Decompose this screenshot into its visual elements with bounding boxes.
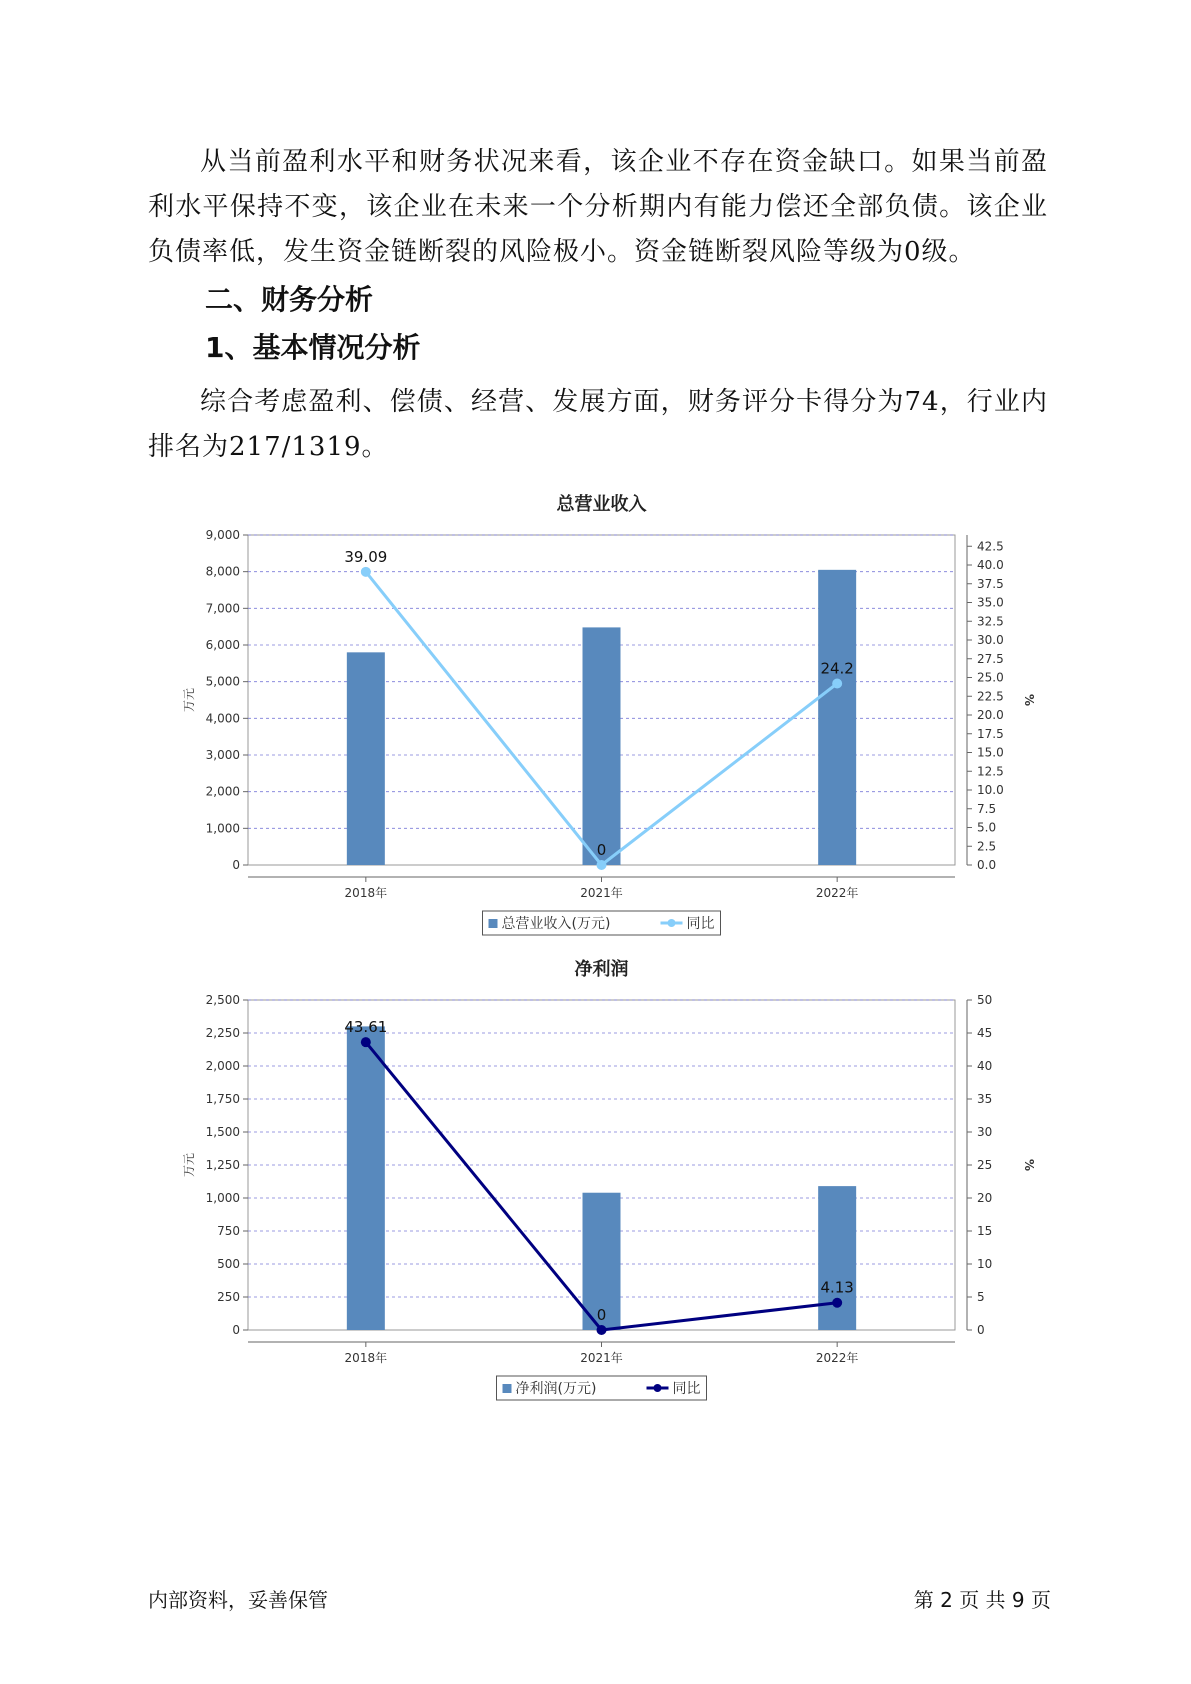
y2-tick-label: 25.0 — [977, 670, 1004, 685]
y-tick-label: 6,000 — [205, 638, 240, 652]
yoy-point — [597, 1325, 607, 1335]
y2-tick-label: 12.5 — [977, 764, 1004, 779]
y2-tick-label: 20 — [977, 1191, 993, 1205]
y-tick-label: 750 — [217, 1224, 240, 1238]
y-tick-label: 2,500 — [205, 993, 240, 1007]
chart-title: 总营业收入 — [556, 494, 647, 515]
y2-tick-label: 5 — [977, 1290, 985, 1304]
y2-tick-label: 10.0 — [977, 783, 1004, 797]
y-tick-label: 1,750 — [205, 1092, 240, 1106]
y2-tick-label: 22.5 — [977, 689, 1004, 704]
y2-tick-label: 42.5 — [977, 539, 1004, 554]
y2-axis-label: % — [1022, 1158, 1036, 1172]
y-tick-label: 500 — [217, 1257, 240, 1271]
y2-tick-label: 0 — [977, 1323, 985, 1337]
yoy-point — [597, 860, 607, 870]
y-tick-label: 0 — [232, 1323, 240, 1337]
y2-tick-label: 30.0 — [977, 633, 1004, 647]
y2-tick-label: 2.5 — [977, 839, 997, 854]
section-heading-financial-analysis: 二、财务分析 — [205, 283, 374, 316]
yoy-data-label: 0 — [596, 841, 607, 859]
yoy-data-label: 0 — [596, 1306, 607, 1324]
y2-tick-label: 45 — [977, 1026, 993, 1040]
y2-axis-label: % — [1022, 693, 1036, 707]
y2-tick-label: 17.5 — [977, 726, 1004, 741]
y-tick-label: 5,000 — [205, 674, 240, 689]
y-tick-label: 2,000 — [205, 1059, 240, 1073]
legend-line-label: 同比 — [672, 1381, 701, 1397]
y2-tick-label: 30 — [977, 1125, 993, 1139]
bar-2022年 — [818, 570, 856, 865]
y-tick-label: 8,000 — [205, 564, 240, 579]
bar-2018年 — [347, 652, 385, 865]
y2-tick-label: 20.0 — [977, 708, 1004, 722]
legend-bar-swatch — [489, 919, 498, 928]
legend-line-marker — [654, 1384, 662, 1392]
yoy-data-label: 39.09 — [344, 547, 388, 566]
legend-bar-swatch — [503, 1384, 512, 1393]
net-profit-chart — [0, 945, 1191, 1397]
y-tick-label: 0 — [232, 858, 240, 872]
yoy-point — [361, 567, 371, 577]
yoy-data-label: 24.2 — [820, 659, 854, 678]
y-tick-label: 9,000 — [205, 528, 240, 542]
x-tick-label: 2021年 — [580, 886, 623, 900]
y-tick-label: 7,000 — [205, 601, 240, 616]
y-tick-label: 4,000 — [205, 711, 240, 726]
y2-tick-label: 15 — [977, 1224, 993, 1238]
y2-tick-label: 7.5 — [977, 801, 997, 816]
bar-2022年 — [818, 1186, 856, 1330]
yoy-point — [832, 1298, 842, 1308]
y2-tick-label: 0.0 — [977, 858, 997, 872]
legend-bar-label: 总营业收入(万元) — [501, 916, 611, 932]
legend-bar-label: 净利润(万元) — [515, 1381, 597, 1397]
y-tick-label: 1,000 — [205, 821, 240, 836]
y2-tick-label: 25 — [977, 1158, 993, 1172]
chart-title: 净利润 — [574, 959, 629, 980]
subsection-heading-basic-analysis: 1、基本情况分析 — [205, 331, 421, 364]
y2-tick-label: 37.5 — [977, 576, 1004, 591]
yoy-point — [361, 1037, 371, 1047]
legend-line-label: 同比 — [686, 916, 715, 932]
y2-tick-label: 50 — [977, 993, 993, 1007]
y-tick-label: 1,250 — [205, 1158, 240, 1172]
yoy-point — [832, 679, 842, 689]
y2-tick-label: 15.0 — [977, 745, 1004, 760]
y2-tick-label: 35.0 — [977, 595, 1004, 610]
y2-tick-label: 35 — [977, 1092, 993, 1106]
y2-tick-label: 10 — [977, 1257, 993, 1271]
y-axis-label: 万元 — [182, 1152, 196, 1178]
x-tick-label: 2022年 — [815, 886, 859, 900]
y-tick-label: 250 — [217, 1290, 240, 1304]
x-tick-label: 2018年 — [344, 886, 388, 900]
y2-tick-label: 27.5 — [977, 651, 1004, 666]
y2-tick-label: 40 — [977, 1059, 993, 1073]
y-tick-label: 2,000 — [205, 784, 240, 799]
bar-2021年 — [583, 627, 621, 865]
footer-page-number: 第 2 页 共 9 页 — [913, 1588, 1051, 1612]
score-paragraph: 综合考虑盈利、偿债、经营、发展方面，财务评分卡得分为74，行业内排名为217/1319。 — [148, 387, 1048, 462]
y-tick-label: 2,250 — [205, 1026, 240, 1040]
yoy-data-label: 4.13 — [820, 1278, 854, 1297]
x-tick-label: 2021年 — [580, 1351, 623, 1365]
revenue-chart — [0, 480, 1191, 932]
y-tick-label: 1,000 — [205, 1191, 240, 1205]
footer-confidential-note: 内部资料，妥善保管 — [148, 1588, 328, 1612]
x-tick-label: 2022年 — [815, 1351, 859, 1365]
y2-tick-label: 40.0 — [977, 558, 1004, 572]
y2-tick-label: 5.0 — [977, 820, 997, 835]
y-tick-label: 1,500 — [205, 1125, 240, 1139]
legend-line-marker — [668, 919, 676, 927]
risk-paragraph: 从当前盈利水平和财务状况来看，该企业不存在资金缺口。如果当前盈利水平保持不变，该企业在未来一个分析期内有能力偿还全部负债。该企业负债率低，发生资金链断裂的风险极小。资金链断裂风险等级为0级。 — [148, 147, 1048, 267]
x-tick-label: 2018年 — [344, 1351, 388, 1365]
y-tick-label: 3,000 — [205, 748, 240, 762]
yoy-data-label: 43.61 — [344, 1018, 388, 1037]
y2-tick-label: 32.5 — [977, 614, 1004, 629]
y-axis-label: 万元 — [182, 687, 196, 713]
bar-2018年 — [347, 1026, 385, 1330]
